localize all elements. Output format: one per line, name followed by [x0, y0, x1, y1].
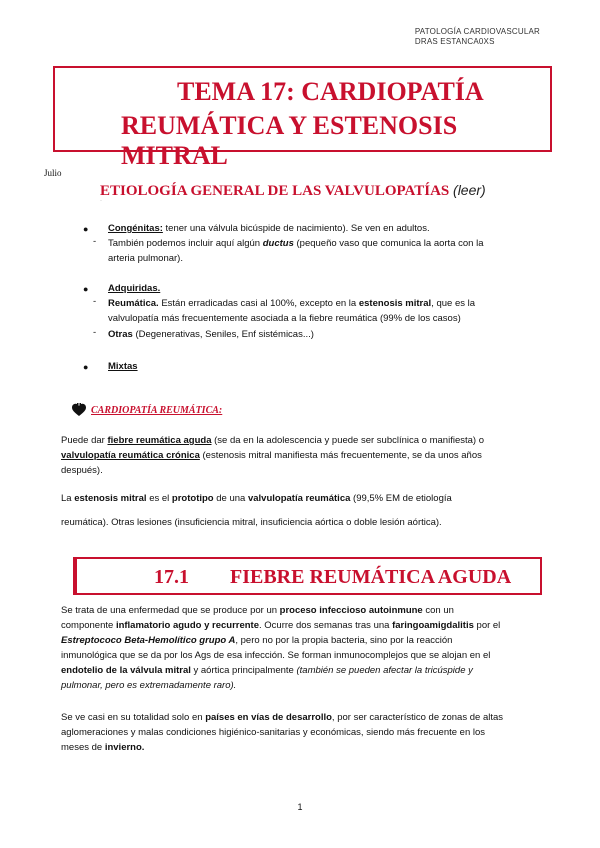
bullet-icon: ●	[83, 362, 89, 372]
running-header	[415, 27, 540, 47]
mixtas-label: Mixtas	[108, 361, 138, 372]
author-name: Julio	[44, 168, 62, 178]
s-p1-e: inflamatorio agudo y recurrente	[115, 620, 259, 631]
congenitas-sub-a: También podemos incluir aquí algún	[108, 238, 263, 249]
congenitas-label: Congénitas:	[108, 223, 163, 234]
cardiopatia-paragraph-2	[61, 491, 508, 506]
s-p2-a: Se ve casi en su totalidad solo en	[61, 712, 206, 723]
s-p2-e: meses de	[61, 742, 105, 753]
s-p1-j: , pero no por la propia bacteria, sino por la reacción	[235, 635, 453, 646]
title-line-1: TEMA 17: CARDIOPATÍA	[177, 77, 484, 106]
s-p1-o: pulmonar, pero es extremadamente raro).	[61, 680, 237, 691]
congenitas-sub-b: ductus	[262, 238, 294, 249]
bullet-icon: ●	[83, 284, 89, 294]
bullet-icon: ●	[83, 224, 89, 234]
etiologia-heading-text: ETIOLOGÍA GENERAL DE LAS VALVULOPATÍAS	[100, 183, 450, 199]
etiologia-heading	[100, 180, 486, 201]
reumatica-text-b: estenosis mitral	[358, 298, 432, 309]
s-p2-f: invierno.	[104, 742, 145, 753]
reumatica-text-c: , que es la	[431, 298, 476, 309]
s-p2-d: aglomeraciones y malas condiciones higiénico-sanitarias y económicas, siendo más frecuente en los	[61, 727, 486, 738]
reumatica-text-cont: valvulopatía más frecuentemente asociada a la fiebre reumática (99% de los casos)	[108, 313, 461, 324]
p1-c: (se da en la adolescencia y puede ser subclínica o manifiesta) o	[211, 435, 484, 446]
small-dot-icon: ·	[100, 198, 102, 204]
p1-a: Puede dar	[61, 435, 108, 446]
s-p1-n: (también se pueden afectar la tricúspide y	[296, 665, 473, 676]
leer-note: (leer)	[453, 182, 486, 198]
title-box	[53, 66, 552, 170]
p2-a: La	[61, 493, 75, 504]
section-title: FIEBRE REUMÁTICA AGUDA	[230, 566, 512, 588]
s-p1-m: y aórtica principalmente	[190, 665, 297, 676]
section-paragraph-1	[61, 603, 508, 693]
s-p2-b: países en vías de desarrollo	[205, 712, 332, 723]
page-number: 1	[297, 802, 303, 812]
title-line-2: REUMÁTICA Y ESTENOSIS MITRAL	[121, 111, 458, 170]
section-number: 17.1	[154, 566, 189, 588]
valvulopatia-cronica-text: valvulopatía reumática crónica	[61, 450, 200, 461]
congenitas-sub-c: (pequeño vaso que comunica la aorta con la	[293, 238, 484, 249]
s-p1-d: componente	[61, 620, 116, 631]
adquiridas-label: Adquiridas.	[108, 283, 161, 294]
p1-e: (estenosis mitral manifiesta más frecuentemente, se da unos años	[199, 450, 482, 461]
congenitas-item	[108, 221, 430, 236]
fiebre-reumatica-link-text: fiebre reumática aguda	[107, 435, 212, 446]
s-p1-a: Se trata de una enfermedad que se produce por un	[61, 605, 280, 616]
p2-c: es el	[146, 493, 172, 504]
heart-icon	[72, 403, 86, 417]
reumatica-item	[108, 296, 475, 311]
cardiopatia-paragraph-1	[61, 433, 508, 478]
p2-e: de una	[213, 493, 248, 504]
otras-item	[108, 327, 314, 342]
p2-b: estenosis mitral	[74, 493, 147, 504]
congenitas-text: tener una válvula bicúspide de nacimiento). Se ven en adultos.	[162, 223, 430, 234]
mixtas-item	[108, 359, 138, 374]
congenitas-sub-cont: arteria pulmonar).	[108, 253, 183, 264]
s-p1-b: proceso infeccioso autoinmune	[279, 605, 423, 616]
s-p1-l: endotelio de la válvula mitral	[61, 665, 191, 676]
otras-label: Otras	[108, 329, 133, 340]
cardiopatia-heading: CARDIOPATÍA REUMÁTICA:	[91, 405, 223, 416]
header-authors: DRAS ESTANCA0XS	[414, 37, 495, 46]
s-p1-i: Estreptococo Beta-Hemolítico grupo A	[61, 635, 236, 646]
dash-icon: -	[93, 296, 97, 307]
adquiridas-item	[108, 281, 160, 296]
s-p1-f: . Ocurre dos semanas tras una	[259, 620, 393, 631]
s-p1-k: inmunológica que se da por los Ags de esa infección. Se forman inmunocomplejos que se alojan en el	[61, 650, 491, 661]
section-heading-box	[73, 557, 542, 595]
s-p1-c: con un	[422, 605, 454, 616]
dash-icon: -	[93, 327, 97, 338]
p1-f: después).	[61, 465, 103, 476]
header-subject: PATOLOGÍA CARDIOVASCULAR	[414, 27, 540, 36]
dash-icon: -	[93, 236, 97, 247]
p2-d: prototipo	[171, 493, 214, 504]
p2-g: (99,5% EM de etiología	[350, 493, 452, 504]
reumatica-label: Reumática.	[108, 298, 159, 309]
p2-f: valvulopatía reumática	[247, 493, 351, 504]
s-p2-c: , por ser característico de zonas de altas	[331, 712, 504, 723]
reumatica-text-a: Están erradicadas casi al 100%, excepto en la	[158, 298, 359, 309]
cardiopatia-paragraph-2-cont: reumática). Otras lesiones (insuficiencia mitral, insuficiencia aórtica o doble lesión aórtica).	[61, 517, 442, 528]
otras-text: (Degenerativas, Seniles, Enf sistémicas...)	[132, 329, 314, 340]
s-p1-g: faringoamigdalitis	[392, 620, 474, 631]
section-paragraph-2	[61, 710, 508, 755]
s-p1-h: por el	[473, 620, 501, 631]
congenitas-sub	[108, 236, 483, 251]
